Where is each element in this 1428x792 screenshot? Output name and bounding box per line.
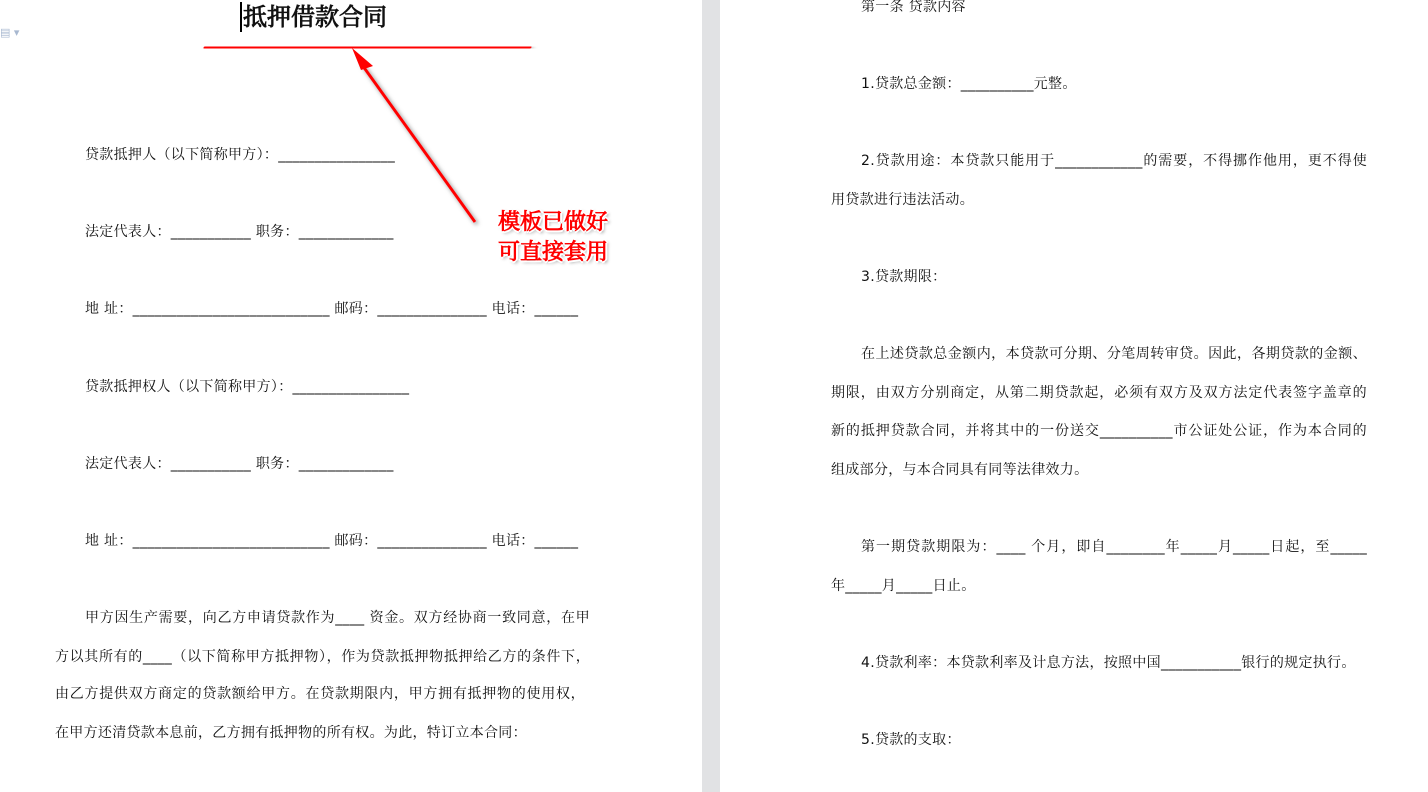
loan-withdrawal-item: 5.贷款的支取： [861, 732, 961, 748]
first-period-line[interactable]: 第一期贷款期限为：____ 个月，即自________年_____月_____日起，至_____ [861, 539, 1367, 555]
first-period-line[interactable]: 年_____月_____日止。 [831, 578, 976, 594]
loan-term-item: 3.贷款期限： [861, 269, 947, 285]
loan-purpose-item[interactable]: 2.贷款用途：本贷款只能用于____________的需要，不得挪作他用，更不得使 [861, 153, 1367, 169]
paragraph-line: 在甲方还清贷款本息前，乙方拥有抵押物的所有权。为此，特订立本合同： [55, 725, 527, 741]
paragraph-line: 期限，由双方分别商定，从第二期贷款起，必须有双方及双方法定代表签字盖章的 [831, 385, 1367, 401]
interest-rate-item[interactable]: 4.贷款利率：本贷款利率及计息方法，按照中国___________银行的规定执行。 [861, 655, 1356, 671]
representative-field[interactable]: 法定代表人：___________ 职务：_____________ [85, 224, 394, 240]
paragraph-line: 方以其所有的____（以下简称甲方抵押物），作为贷款抵押物抵押给乙方的条件下， [55, 649, 590, 665]
paragraph-line: 甲方因生产需要，向乙方申请贷款作为____ 资金。双方经协商一致同意，在甲 [85, 610, 590, 626]
page-gap [702, 0, 720, 792]
red-underline [205, 47, 530, 48]
section-heading: 第一条 贷款内容 [861, 0, 966, 15]
arrow-shaft [360, 62, 475, 222]
address-field[interactable]: 地 址：___________________________ 邮码：_______________ 电话：______ [85, 533, 579, 549]
annotation-line: 可直接套用 [498, 240, 609, 265]
document-title[interactable]: 抵押借款合同 [240, 2, 387, 32]
representative-field[interactable]: 法定代表人：___________ 职务：_____________ [85, 456, 394, 472]
address-field[interactable]: 地 址：___________________________ 邮码：_______________ 电话：______ [85, 301, 579, 317]
paragraph-line: 由乙方提供双方商定的贷款额给甲方。在贷款期限内，甲方拥有抵押物的使用权， [55, 686, 585, 702]
paragraph-line: 组成部分，与本合同具有同等法律效力。 [831, 462, 1089, 478]
paragraph-line: 在上述贷款总金额内，本贷款可分期、分笔周转审贷。因此，各期贷款的金额、 [861, 346, 1367, 362]
navigation-icon[interactable]: ▤ ▾ [0, 26, 20, 39]
annotation-label [498, 208, 608, 268]
loan-amount-item[interactable]: 1.贷款总金额：__________元整。 [861, 76, 1077, 92]
lender-field[interactable]: 贷款抵押权人（以下简称甲方）：________________ [85, 379, 410, 395]
document-page-1 [0, 0, 702, 792]
loan-purpose-item: 用贷款进行违法活动。 [831, 192, 974, 208]
paragraph-line[interactable]: 新的抵押贷款合同，并将其中的一份送交__________市公证处公证，作为本合同的 [831, 423, 1367, 439]
annotation-line: 模板已做好 [498, 210, 609, 235]
document-page-2 [720, 0, 1428, 792]
arrow-head [352, 48, 373, 70]
borrower-field[interactable]: 贷款抵押人（以下简称甲方）：________________ [85, 147, 395, 163]
